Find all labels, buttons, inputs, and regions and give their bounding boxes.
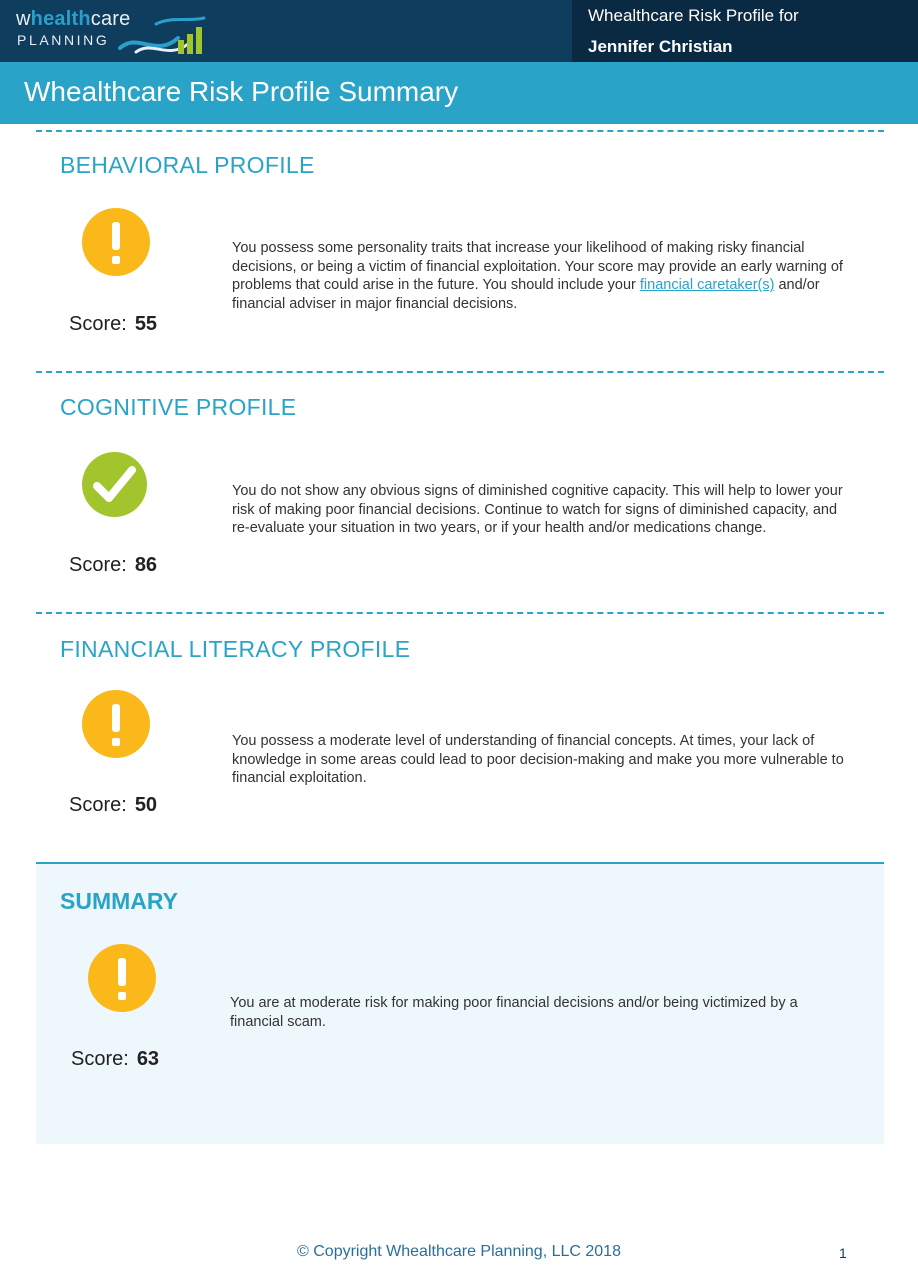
page-title: Whealthcare Risk Profile Summary xyxy=(24,76,459,107)
behavioral-description: You possess some personality traits that increase your likelihood of making risky financial decisions, or being a victim of financial exploitation. Your score may provide an early warning of problems that could arise in the future. You should include your financial caretaker(s) and/or financial adviser in major financial decisions. xyxy=(232,240,843,312)
page-number: 1 xyxy=(839,1245,847,1261)
financial-literacy-score: Score: 50 xyxy=(69,794,158,816)
profile-for-label: Whealthcare Risk Profile for xyxy=(588,6,799,25)
summary-description: You are at moderate risk for making poor financial decisions and/or being victimized by a financial scam. xyxy=(230,995,798,1030)
warning-icon xyxy=(82,208,150,276)
logo-brand-text: whealthcare xyxy=(16,8,131,30)
section-divider xyxy=(36,612,884,614)
behavioral-profile-title: BEHAVIORAL PROFILE xyxy=(60,152,315,178)
financial-literacy-description: You possess a moderate level of understanding of financial concepts. At times, your lack of knowledge in some areas could lead to poor decision-making and make you more vulnerable to financial exploitation. xyxy=(232,733,844,786)
logo-swoosh-bars-icon xyxy=(116,14,208,58)
top-header-bar xyxy=(0,0,918,62)
cognitive-profile-title: COGNITIVE PROFILE xyxy=(60,394,297,420)
check-icon xyxy=(82,452,147,517)
behavioral-score: Score: 55 xyxy=(69,313,158,335)
financial-literacy-profile-title: FINANCIAL LITERACY PROFILE xyxy=(60,636,411,662)
whealthcare-planning-logo xyxy=(16,6,206,56)
section-divider xyxy=(36,130,884,132)
warning-icon xyxy=(88,944,156,1012)
summary-score: Score: 63 xyxy=(71,1048,160,1070)
client-header-panel xyxy=(572,0,918,62)
financial-caretakers-link[interactable]: financial caretaker(s) xyxy=(639,277,775,293)
title-band xyxy=(0,62,918,124)
client-name: Jennifer Christian xyxy=(588,37,733,56)
section-divider xyxy=(36,371,884,373)
cognitive-score: Score: 86 xyxy=(69,554,158,576)
footer-copyright: © Copyright Whealthcare Planning, LLC 2018 xyxy=(297,1243,621,1260)
logo-planning-text: PLANNING xyxy=(17,32,110,48)
cognitive-description: You do not show any obvious signs of diminished cognitive capacity. This will help to lower your risk of making poor financial decisions. Continue to watch for signs of diminished capacity, and re-evaluate your situation in two years, or if your health and/or medications change. xyxy=(232,483,843,536)
summary-title: SUMMARY xyxy=(60,888,178,914)
summary-panel xyxy=(36,862,884,1144)
warning-icon xyxy=(82,690,150,758)
